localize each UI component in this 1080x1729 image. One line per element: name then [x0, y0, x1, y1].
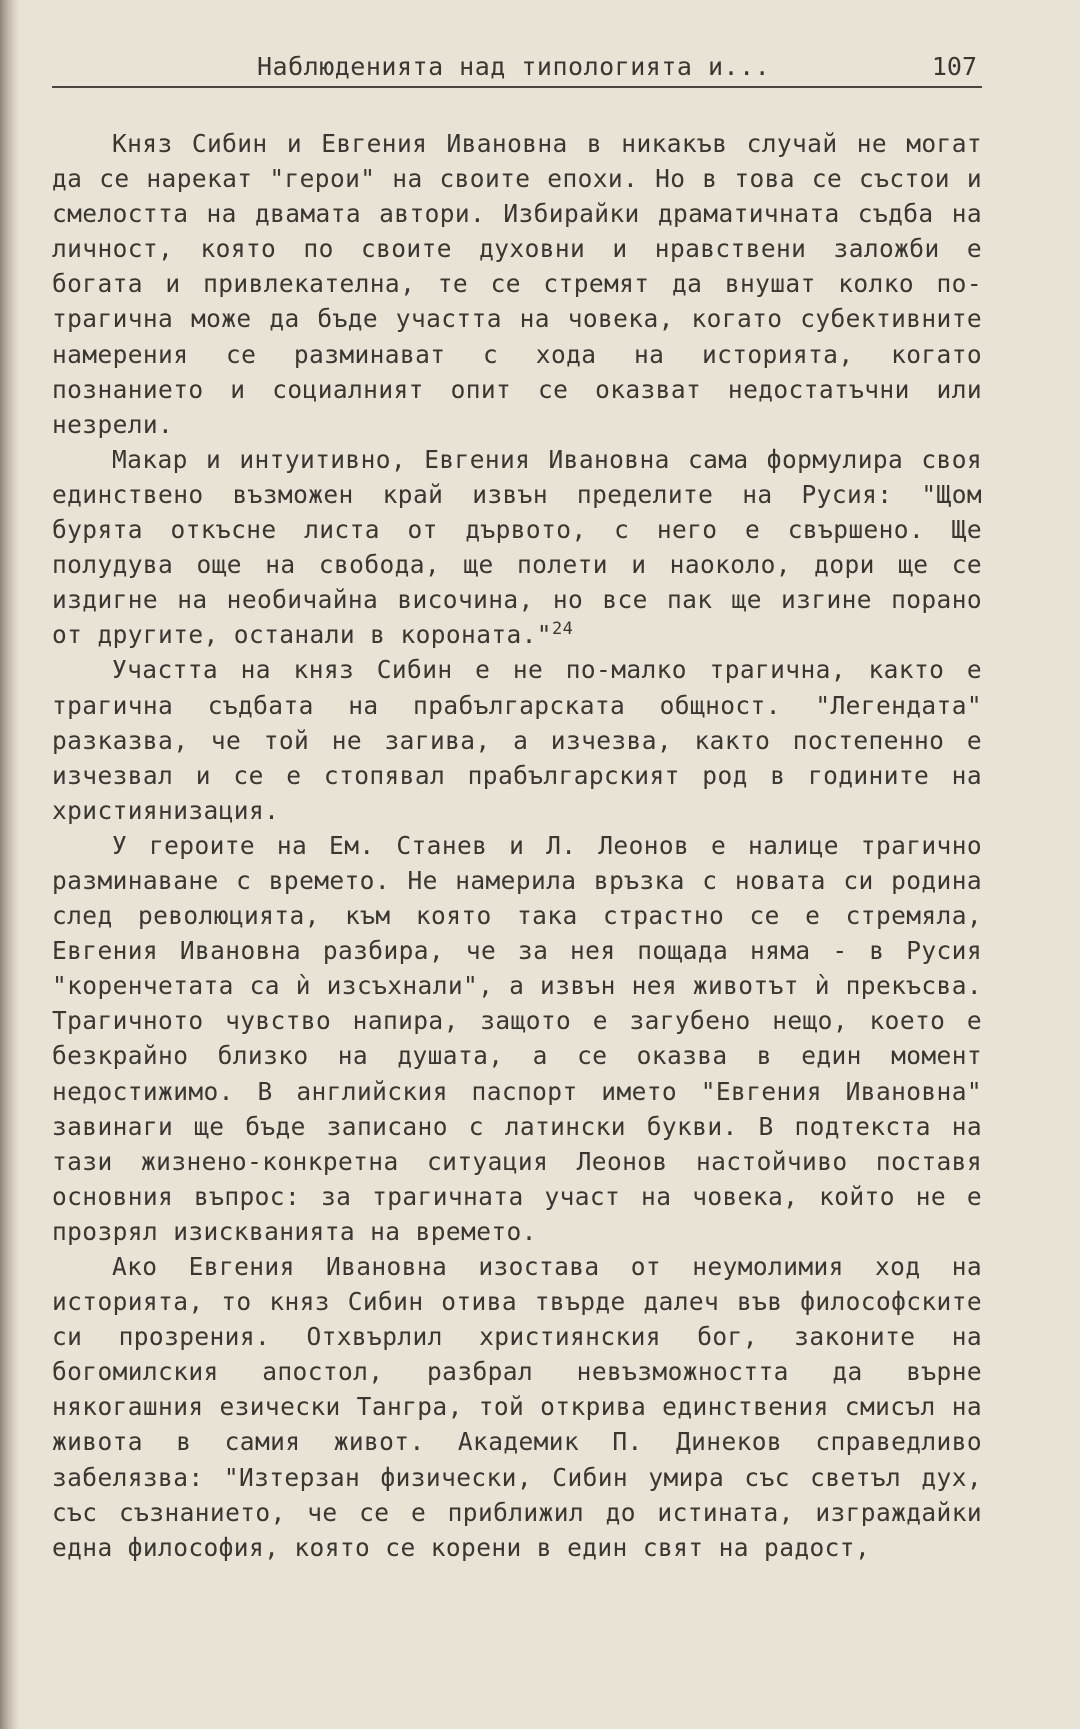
paragraph-text: Участта на княз Сибин е не по-малко трагична, както е трагична съдбата на прабългарската общност. "Легендата" разказва, че той не загива, а изчезва, както постепенно е изчезвал и се е стопявал прабългарският род в годините на християнизация.	[52, 655, 982, 825]
paragraph-text: Княз Сибин и Евгения Ивановна в никакъв случай не могат да се нарекат "герои" на своите епохи. Но в това се състои и смелостта на двамата автори. Избирайки драматичната съдба на личност, която по своите духовни и нравствени заложби е богата и привлекателна, те се стремят да внушат колко по-трагична може да бъде участта на човека, когато субективните намерения се разминават с хода на историята, когато познанието и социалният опит се оказват недостатъчни или незрели.	[52, 129, 982, 439]
paragraph-text: У героите на Ем. Станев и Л. Леонов е налице трагично разминаване с времето. Не намерила връзка с новата си родина след революцията, към която така страстно се е стремяла, Евгения Ивановна разбира, че за нея пощада няма - в Русия "коренчетата са ѝ изсъхнали", а извън нея животът ѝ прекъсва. Трагичното чувство напира, защото е загубено нещо, което е безкрайно близко на душата, а се оказва в един момент недостижимо. В английския паспорт името "Евгения Ивановна" завинаги ще бъде записано с латински букви. В подтекста на тази жизнено-конкретна ситуация Леонов настойчиво поставя основния въпрос: за трагичната участ на човека, който не е прозрял изискванията на времето.	[52, 830, 982, 1246]
running-header	[52, 50, 982, 88]
paragraph-4	[52, 828, 982, 1249]
footnote-marker: 24	[551, 619, 574, 640]
paragraph-text: Макар и интуитивно, Евгения Ивановна сама формулира своя единствено възможен край извън пределите на Русия: "Щом бурята откъсне листа от дървото, с него е свършено. Ще полудува още на свобода, ще полети и наоколо, дори ще се издигне на необичайна височина, но все пак ще изгине порано от другите, останали в короната."	[52, 444, 982, 650]
paragraph-3	[52, 652, 982, 827]
running-title: Наблюденията над типологията и...	[257, 52, 771, 81]
paragraph-2	[52, 442, 982, 653]
paragraph-text: Ако Евгения Ивановна изостава от неумолимия ход на историята, то княз Сибин отива твърде далеч във философските си прозрения. Отхвърлил християнския бог, законите на богомилския апостол, разбрал невъзможността да върне някогашния езически Тангра, той открива единствения смисъл на живота в самия живот. Академик П. Динеков справедливо забелязва: "Изтерзан физически, Сибин умира със светъл дух, със съзнанието, че се е приближил до истината, изграждайки една философия, която се корени в един свят на радост,	[52, 1252, 982, 1562]
paragraph-5	[52, 1249, 982, 1565]
book-page	[52, 50, 982, 1565]
book-spine-shadow	[0, 0, 20, 1729]
page-number: 107	[931, 52, 977, 81]
body-text	[52, 126, 982, 1565]
paragraph-1	[52, 126, 982, 442]
